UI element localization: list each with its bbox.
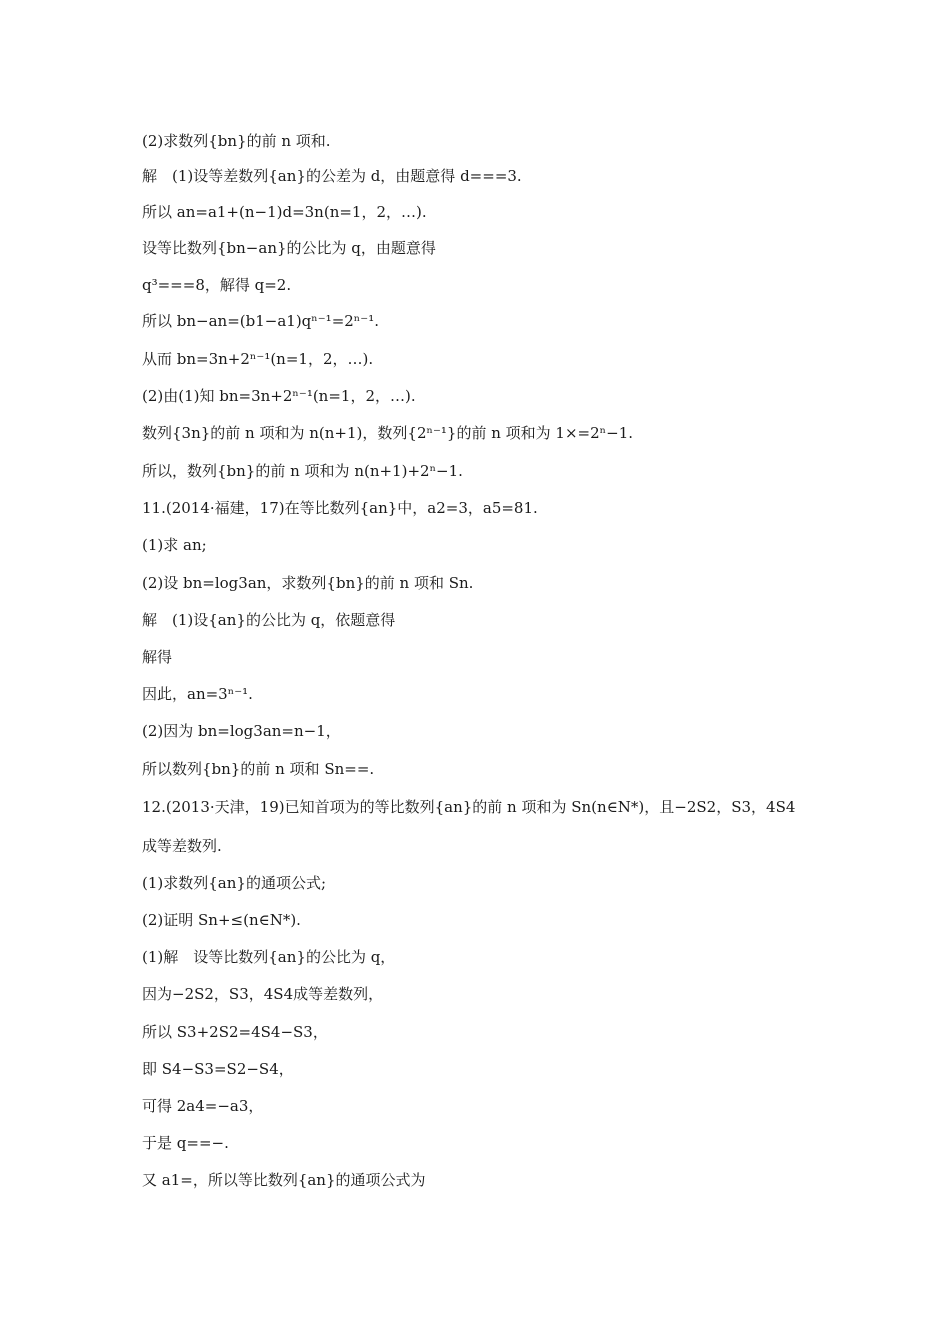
text-line: 因为−2S2，S3，4S4成等差数列， <box>142 985 384 1003</box>
text-line: 所以 an=a1+(n−1)d=3n(n=1，2，…). <box>142 203 427 221</box>
problem-heading: 12.(2013·天津，19)已知首项为的等比数列{an}的前 n 项和为 Sn(n∈N*)，且−2S2，S3，4S4 <box>142 798 796 816</box>
text-line: 所以，数列{bn}的前 n 项和为 n(n+1)+2ⁿ−1. <box>142 462 463 480</box>
text-line: 因此，an=3ⁿ⁻¹. <box>142 685 253 703</box>
text-line: q³===8，解得 q=2. <box>142 276 292 294</box>
text-line: (2)设 bn=log3an，求数列{bn}的前 n 项和 Sn. <box>142 574 474 592</box>
text-line: (2)由(1)知 bn=3n+2ⁿ⁻¹(n=1，2，…). <box>142 387 416 405</box>
text-line: 于是 q==−. <box>142 1134 229 1152</box>
text-line: 设等比数列{bn−an}的公比为 q，由题意得 <box>142 239 436 257</box>
text-line: 数列{3n}的前 n 项和为 n(n+1)，数列{2ⁿ⁻¹}的前 n 项和为 1×=2ⁿ−1. <box>142 424 634 442</box>
text-line: 可得 2a4=−a3， <box>142 1097 264 1115</box>
text-line: (2)求数列{bn}的前 n 项和. <box>142 132 331 150</box>
text-line: 解 (1)设等差数列{an}的公差为 d，由题意得 d===3. <box>142 167 522 185</box>
text-line: 所以 S3+2S2=4S4−S3， <box>142 1023 328 1041</box>
text-line: 即 S4−S3=S2−S4， <box>142 1060 294 1078</box>
problem-heading: 11.(2014·福建，17)在等比数列{an}中，a2=3，a5=81. <box>142 499 538 517</box>
text-line: 成等差数列. <box>142 837 222 855</box>
text-line: (1)求 an; <box>142 536 207 554</box>
text-line: 从而 bn=3n+2ⁿ⁻¹(n=1，2，…). <box>142 350 374 368</box>
text-line: 所以数列{bn}的前 n 项和 Sn==. <box>142 760 375 778</box>
text-line: (2)因为 bn=log3an=n−1， <box>142 722 341 740</box>
text-line: (1)解 设等比数列{an}的公比为 q， <box>142 948 396 966</box>
text-line: 又 a1=，所以等比数列{an}的通项公式为 <box>142 1171 426 1189</box>
text-line: 所以 bn−an=(b1−a1)qⁿ⁻¹=2ⁿ⁻¹. <box>142 312 379 330</box>
text-line: (1)求数列{an}的通项公式; <box>142 874 326 892</box>
text-line: 解得 <box>142 648 173 666</box>
text-line: (2)证明 Sn+≤(n∈N*). <box>142 911 301 929</box>
text-line: 解 (1)设{an}的公比为 q，依题意得 <box>142 611 396 629</box>
